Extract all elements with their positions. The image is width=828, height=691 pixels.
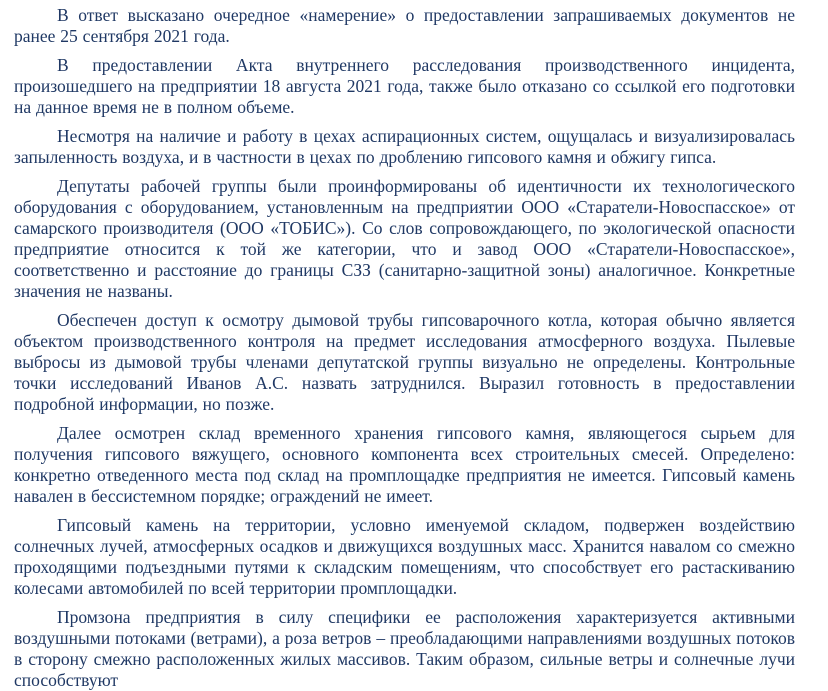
paragraph-industrial-zone-winds: Промзона предприятия в силу специфики ее расположения характеризуется активными воздушными потоками (ветрами), а роза ветров – преобладающими направлениями воздушных потоков в сторону смежно расположенных жилых массивов. Таким образом, сильные ветры и солнечные лучи способствуют [14, 607, 795, 690]
paragraph-chimney-inspection: Обеспечен доступ к осмотру дымовой трубы гипсоварочного котла, которая обычно является объектом производственного контроля на предмет исследования атмосферного воздуха. Пылевые выбросы из дымовой трубы членами депутатской группы визуально не определены. Контрольные точки исследований Иванов А.С. назвать затруднился. Выразил готовность в предоставлении подробной информации, но позже. [14, 310, 795, 414]
paragraph-response-intent: В ответ высказано очередное «намерение» о предоставлении запрашиваемых документов не ранее 25 сентября 2021 года. [14, 5, 795, 46]
paragraph-equipment-identity: Депутаты рабочей группы были проинформированы об идентичности их технологического оборудования с оборудованием, установленным на предприятии ООО «Старатели-Новоспасское» от самарского производителя (ООО «ТОБИС»). Со слов сопровождающего, по экологической опасности предприятие относится к той же категории, что и завод ООО «Старатели-Новоспасское», соответственно и расстояние до границы СЗЗ (санитарно-защитной зоны) аналогичное. Конкретные значения не названы. [14, 176, 795, 301]
paragraph-gypsum-exposure: Гипсовый камень на территории, условно именуемой складом, подвержен воздействию солнечных лучей, атмосферных осадков и движущихся воздушных масс. Хранится навалом со смежно проходящими подъездными путями к складским помещениям, что способствует его растаскиванию колесами автомобилей по всей территории промплощадки. [14, 515, 795, 598]
paragraph-air-dustiness: Несмотря на наличие и работу в цехах аспирационных систем, ощущалась и визуализировалась запыленность воздуха, и в частности в цехах по дроблению гипсового камня и обжигу гипса. [14, 126, 795, 167]
paragraph-gypsum-storage: Далее осмотрен склад временного хранения гипсового камня, являющегося сырьем для получения гипсового вяжущего, основного компонента всех строительных смесей. Определено: конкретно отведенного места под склад на промплощадке предприятия не имеется. Гипсовый камень навален в бессистемном порядке; ограждений не имеет. [14, 423, 795, 506]
paragraph-incident-act-refusal: В предоставлении Акта внутреннего расследования производственного инцидента, произошедшего на предприятии 18 августа 2021 года, также было отказано со ссылкой его подготовки на данное время не в полном объеме. [14, 55, 795, 117]
